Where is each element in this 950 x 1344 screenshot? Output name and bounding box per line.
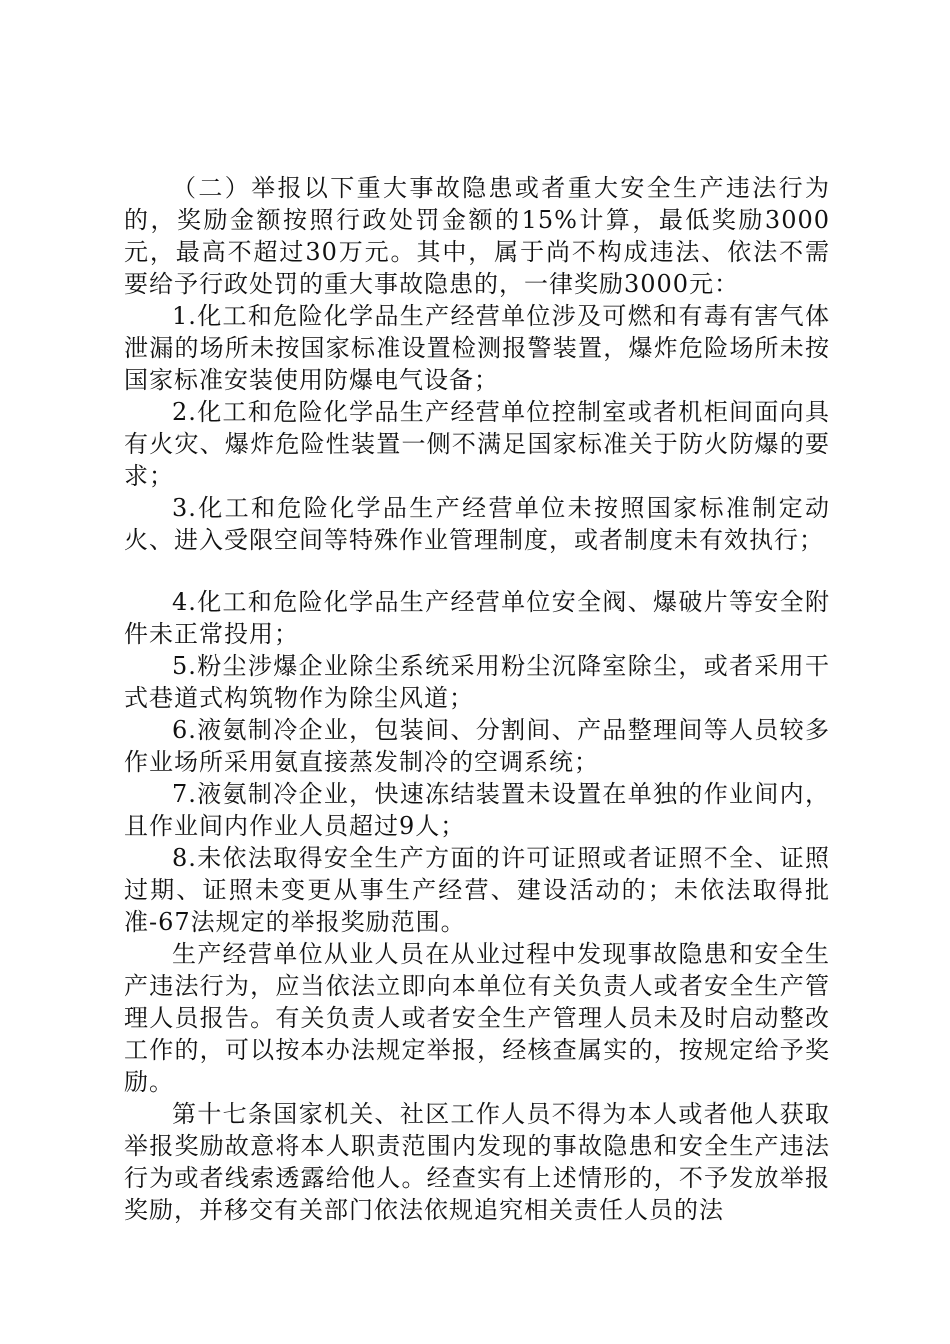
- list-item-6: 6.液氨制冷企业，包装间、分割间、产品整理间等人员较多作业场所采用氨直接蒸发制冷的空调系统；: [124, 716, 830, 776]
- paragraph-reward-level-two: （二）举报以下重大事故隐患或者重大安全生产违法行为的，奖励金额按照行政处罚金额的15%计算，最低奖励3000元，最高不超过30万元。其中，属于尚不构成违法、依法不需要给予行政处罚的重大事故隐患的，一律奖励3000元：: [124, 174, 830, 298]
- list-item-1: 1.化工和危险化学品生产经营单位涉及可燃和有毒有害气体泄漏的场所未按国家标准设置检测报警装置，爆炸危险场所未按国家标准安装使用防爆电气设备；: [124, 302, 830, 394]
- paragraph-gap: [124, 556, 830, 586]
- paragraph-employee-reporting: 生产经营单位从业人员在从业过程中发现事故隐患和安全生产违法行为，应当依法立即向本单位有关负责人或者安全生产管理人员报告。有关负责人或者安全生产管理人员未及时启动整改工作的，可以按本办法规定举报，经核查属实的，按规定给予奖励。: [124, 940, 830, 1096]
- paragraph-article-17: 第十七条国家机关、社区工作人员不得为本人或者他人获取举报奖励故意将本人职责范围内发现的事故隐患和安全生产违法行为或者线索透露给他人。经查实有上述情形的，不予发放举报奖励，并移交有关部门依法依规追究相关责任人员的法: [124, 1100, 830, 1224]
- list-item-5: 5.粉尘涉爆企业除尘系统采用粉尘沉降室除尘，或者采用干式巷道式构筑物作为除尘风道；: [124, 652, 830, 712]
- document-body: [124, 172, 830, 1226]
- list-item-4: 4.化工和危险化学品生产经营单位安全阀、爆破片等安全附件未正常投用；: [124, 588, 830, 648]
- list-item-3: 3.化工和危险化学品生产经营单位未按照国家标准制定动火、进入受限空间等特殊作业管理制度，或者制度未有效执行；: [124, 494, 830, 554]
- list-item-7: 7.液氨制冷企业，快速冻结装置未设置在单独的作业间内，且作业间内作业人员超过9人；: [124, 780, 830, 840]
- list-item-8: 8.未依法取得安全生产方面的许可证照或者证照不全、证照过期、证照未变更从事生产经营、建设活动的；未依法取得批准-67法规定的举报奖励范围。: [124, 844, 830, 936]
- list-item-2: 2.化工和危险化学品生产经营单位控制室或者机柜间面向具有火灾、爆炸危险性装置一侧不满足国家标准关于防火防爆的要求；: [124, 398, 830, 490]
